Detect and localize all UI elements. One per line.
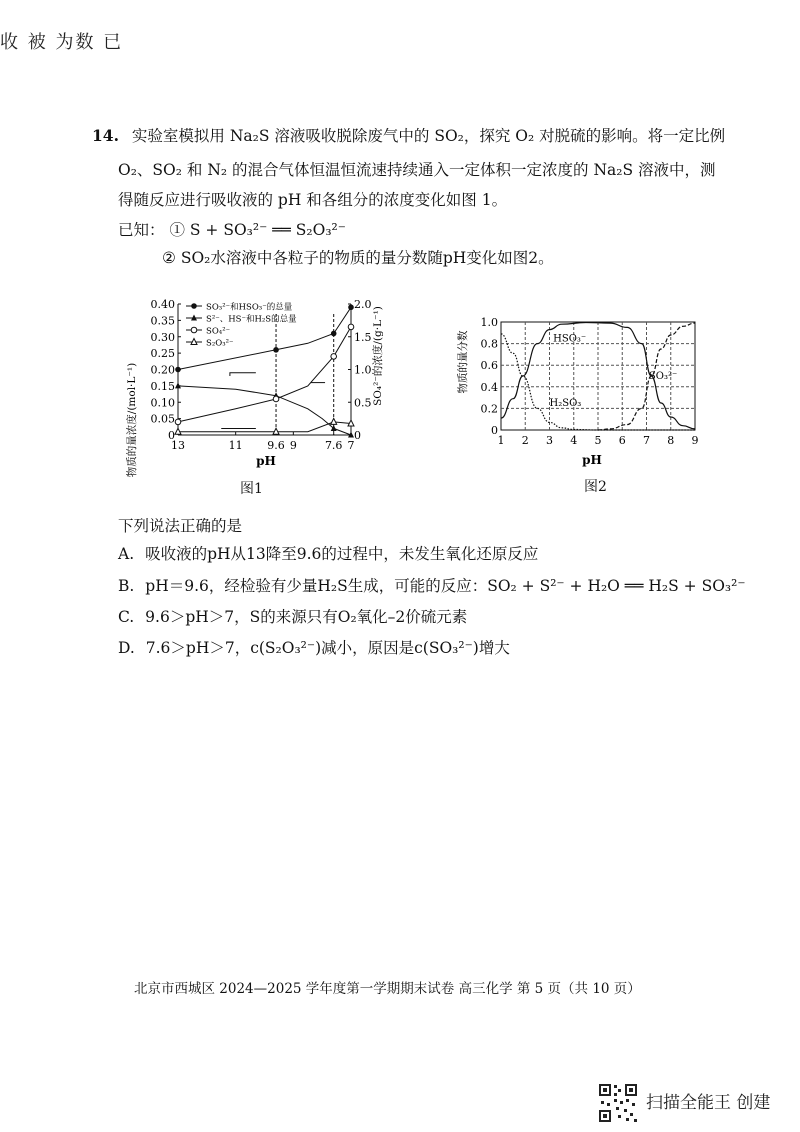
known-label: 已知： [118,221,165,239]
fig1-ytick-left-label: 0.20 [150,363,175,377]
fig1-point [191,327,197,333]
figure-1-chart [118,290,388,500]
fig1-ytick-right-label: 0.5 [354,396,372,410]
fig1-ylabel-right: SO₄²⁻的浓度/(g·L⁻¹) [372,306,384,406]
fig2-xtick-label: 8 [667,434,675,447]
fig2-label-so3: SO₃²⁻ [648,371,678,383]
fig2-xtick-label: 5 [594,434,602,447]
fig1-point [348,304,354,310]
fig1-legend-label: S²⁻、HS⁻和H₂S的总量 [206,314,297,325]
fig1-arrow-left [230,373,256,376]
fig1-xlabel: pH [256,454,276,468]
fig1-legend-label: SO₃²⁻和HSO₃⁻的总量 [206,302,293,313]
fig2-ytick-label: 0.2 [480,402,498,416]
fig2-xtick-label: 7 [643,434,650,447]
fig1-ytick-left-label: 0.30 [150,330,175,344]
fig2-xlabel: pH [582,453,602,467]
fig1-ytick-left-label: 0.10 [150,396,175,410]
qr-code-icon [598,1083,638,1123]
option-a-label: A. [118,545,135,563]
scanner-watermark: 扫描全能王 创建 [646,1093,771,1113]
fig1-point [331,418,337,424]
fig2-label-h2so3: H₂SO₃ [549,398,582,410]
fig1-point [273,396,279,402]
fig2-ytick-label: 0.4 [480,380,498,394]
fig2-xtick-label: 9 [691,434,699,447]
fig1-ytick-right-label: 1.0 [354,363,372,377]
option-a[interactable] [118,542,538,564]
fig2-xtick-label: 2 [521,434,529,447]
question-prompt: 下列说法正确的是 [118,517,243,535]
figure-2-caption: 图2 [584,479,607,495]
option-b[interactable] [118,574,746,596]
known-line-1 [118,218,346,240]
fig1-ylabel-left: 物质的量浓度/(mol·L⁻¹) [126,362,138,478]
question-line-2: O₂、SO₂ 和 N₂ 的混合气体恒温恒流速持续通入一定体积一定浓度的 Na₂S 溶液中，测 [118,161,716,179]
fig2-ytick-label: 0 [491,424,498,437]
fig1-ytick-left-label: 0.05 [150,412,175,426]
fig1-xtick-label: 9 [289,439,297,452]
header-fragment: 收 被 为数 已 [0,32,124,53]
fig1-xtick-label: 9.6 [267,439,285,452]
fig1-point [331,425,337,431]
fig2-xtick-label: 6 [618,434,626,447]
fig2-label-hso3: HSO₃⁻ [553,333,587,345]
fig1-point [273,347,279,353]
question-number: 14. [92,126,119,145]
fig2-ytick-label: 0.6 [480,359,498,373]
fig1-series-line [178,327,351,422]
fig1-xtick-label: 13 [171,439,185,452]
option-c[interactable] [118,605,467,627]
figure-2-chart [452,300,712,480]
option-c-label: C. [118,608,135,626]
fig1-ytick-left-label: 0.35 [150,314,175,328]
fig1-ytick-left-label: 0.15 [150,379,175,393]
figure-1-caption: 图1 [240,481,263,497]
fig2-xtick-label: 3 [546,434,553,447]
fig1-ytick-left-label: 0 [168,429,175,442]
question-line-1 [92,124,725,146]
fig1-point [175,367,181,373]
fig1-ytick-left-label: 0.25 [150,347,175,361]
fig1-legend-label: SO₄²⁻ [206,326,231,337]
option-a-text: 吸收液的pH从13降至9.6的过程中，未发生氧化还原反应 [145,545,539,563]
option-d-text: 7.6＞pH＞7，c(S₂O₃²⁻)减小，原因是c(SO₃²⁻)增大 [145,639,510,657]
fig2-ylabel: 物质的量分数 [457,330,469,394]
fig1-series-line [178,422,351,432]
option-d[interactable] [118,636,510,658]
fig1-ytick-right-label: 1.5 [354,330,372,344]
fig2-ytick-label: 0.8 [480,337,498,351]
fig1-point [348,324,354,330]
fig1-point [191,303,197,309]
fig2-xtick-label: 4 [570,434,578,447]
page-footer: 北京市西城区 2024—2025 学年度第一学期期末试卷 高三化学 第 5 页（共 10 页） [134,981,641,997]
question-line-3: 得随反应进行吸收液的 pH 和各组分的浓度变化如图 1。 [118,191,508,209]
fig1-legend-label: S₂O₃²⁻ [206,338,234,349]
fig2-ytick-label: 1.0 [480,316,498,329]
question-text-1: 实验室模拟用 Na₂S 溶液吸收脱除废气中的 SO₂，探究 O₂ 对脱硫的影响。将一定比例 [131,127,726,145]
fig1-ytick-right-label: 2.0 [354,298,372,311]
fig1-xtick-label: 11 [228,439,243,452]
fig1-xtick-label: 7 [347,439,355,452]
known-equation-1: ① S + SO₃²⁻ ══ S₂O₃²⁻ [169,221,346,239]
fig1-ytick-right-label: 0 [354,429,361,442]
fig1-ytick-left-label: 0.40 [150,298,175,311]
fig1-series-line [178,386,351,435]
option-c-text: 9.6＞pH＞7，S的来源只有O₂氧化–2价硫元素 [145,608,468,626]
fig1-point [331,354,337,360]
fig1-point [175,419,181,425]
option-b-label: B. [118,577,135,595]
fig1-xtick-label: 7.6 [324,439,343,452]
known-line-2: ② SO₂水溶液中各粒子的物质的量分数随pH变化如图2。 [162,249,554,267]
fig2-xtick-label: 1 [497,434,505,447]
option-d-label: D. [118,639,135,657]
option-b-text: pH＝9.6，经检验有少量H₂S生成，可能的反应：SO₂ + S²⁻ + H₂O ══ H₂S + SO₃²⁻ [145,577,746,595]
fig1-point [331,331,337,337]
